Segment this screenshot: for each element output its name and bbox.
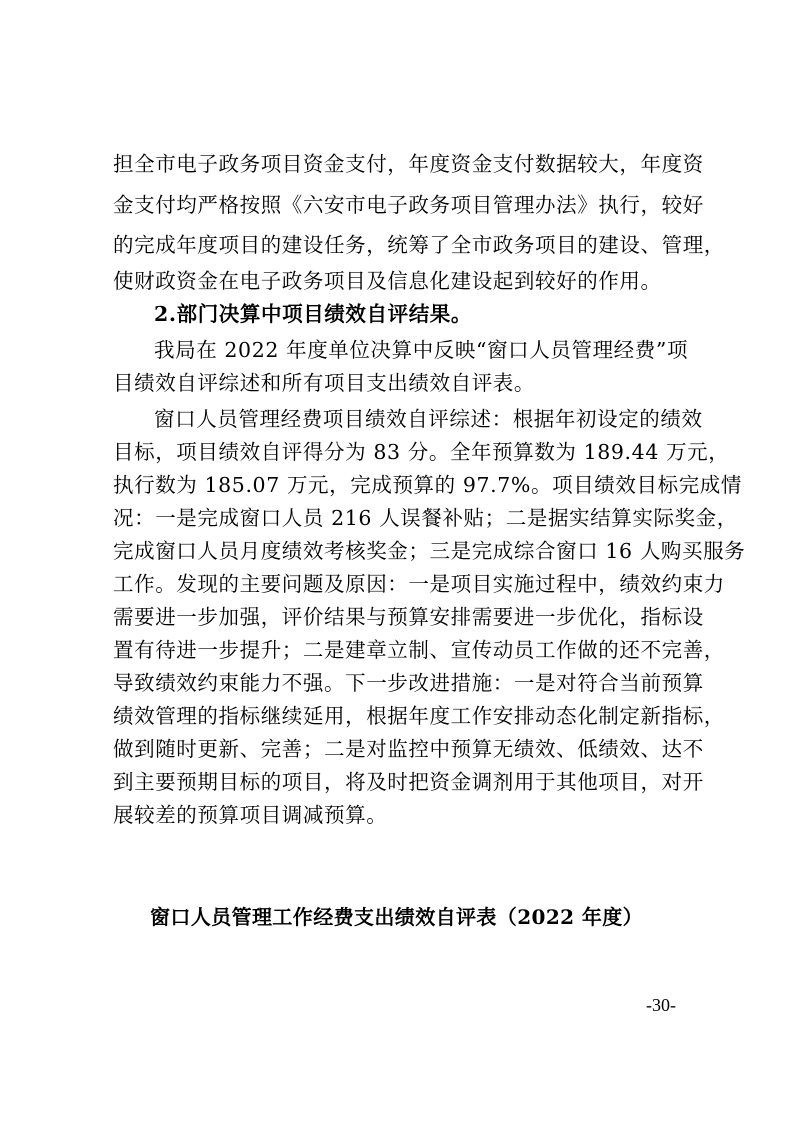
text-line: 置有待进一步提升；二是建章立制、宣传动员工作做的还不完善， — [113, 638, 725, 662]
text-line: 况：一是完成窗口人员 216 人误餐补贴；二是据实结算实际奖金， — [113, 506, 738, 530]
text-line: 绩效管理的指标继续延用，根据年度工作安排动态化制定新指标， — [113, 704, 725, 728]
text-line: 展较差的预算项目调减预算。 — [113, 803, 388, 827]
text-line: 目标，项目绩效自评得分为 83 分。全年预算数为 189.44 万元， — [113, 440, 730, 464]
page-number: -30- — [646, 995, 676, 1015]
table-title: 窗口人员管理工作经费支出绩效自评表（2022 年度） — [150, 905, 644, 929]
text-line: 担全市电子政务项目资金支付，年度资金支付数据较大，年度资 — [113, 152, 704, 176]
text-line: 使财政资金在电子政务项目及信息化建设起到较好的作用。 — [113, 269, 662, 293]
text-line: 完成窗口人员月度绩效考核奖金；三是完成综合窗口 16 人购买服务 — [113, 539, 746, 563]
text-line: 窗口人员管理经费项目绩效自评综述：根据年初设定的绩效 — [154, 407, 703, 431]
text-line: 做到随时更新、完善；二是对监控中预算无绩效、低绩效、达不 — [113, 737, 704, 761]
text-line: 金支付均严格按照《六安市电子政务项目管理办法》执行，较好 — [113, 193, 704, 217]
text-line: 需要进一步加强，评价结果与预算安排需要进一步优化，指标设 — [113, 605, 704, 629]
text-line: 的完成年度项目的建设任务，统筹了全市政务项目的建设、管理， — [113, 233, 725, 257]
text-line: 执行数为 185.07 万元，完成预算的 97.7%。项目绩效目标完成情 — [113, 473, 743, 497]
text-line: 目绩效自评综述和所有项目支出绩效自评表。 — [113, 371, 535, 395]
text-line: 导致绩效约束能力不强。下一步改进措施：一是对符合当前预算 — [113, 671, 704, 695]
section-heading: 2.部门决算中项目绩效自评结果。 — [154, 302, 472, 326]
text-line: 我局在 2022 年度单位决算中反映“窗口人员管理经费”项 — [154, 338, 689, 362]
text-line: 工作。发现的主要问题及原因：一是项目实施过程中，绩效约束力 — [113, 572, 725, 596]
text-line: 到主要预期目标的项目，将及时把资金调剂用于其他项目，对开 — [113, 770, 704, 794]
